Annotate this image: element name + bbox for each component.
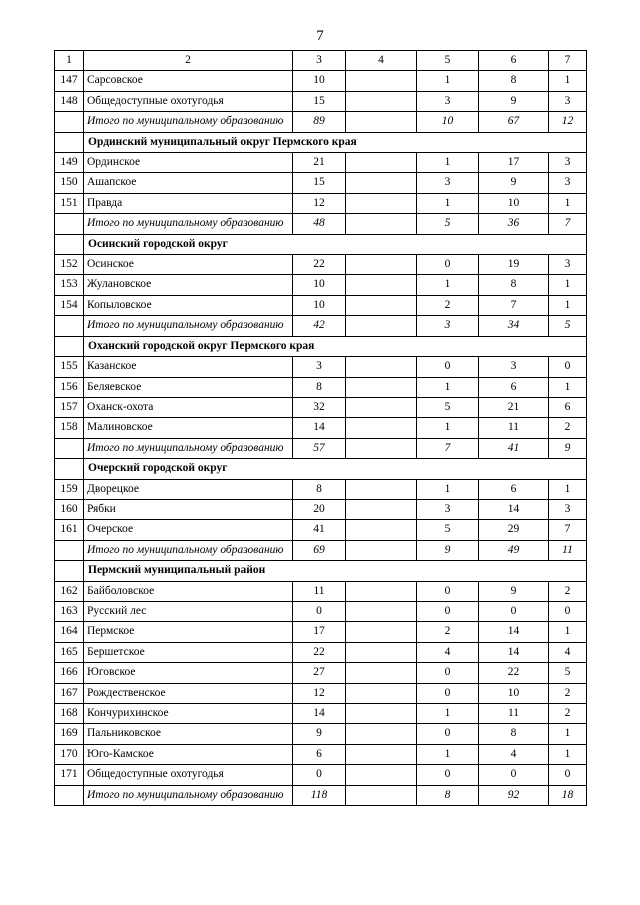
value-cell-7: 0 <box>549 765 587 785</box>
value-cell-4 <box>346 316 417 336</box>
value-cell-3: 20 <box>293 499 346 519</box>
district-name-cell: Пермское <box>84 622 293 642</box>
header-cell: 7 <box>549 51 587 71</box>
value-cell-3: 42 <box>293 316 346 336</box>
value-cell-6: 0 <box>479 765 549 785</box>
value-cell-6: 9 <box>479 91 549 111</box>
district-name-cell: Байболовское <box>84 581 293 601</box>
value-cell-7: 1 <box>549 744 587 764</box>
value-cell-3: 10 <box>293 71 346 91</box>
value-cell-6: 14 <box>479 622 549 642</box>
value-cell-6: 8 <box>479 724 549 744</box>
value-cell-7: 2 <box>549 581 587 601</box>
value-cell-7: 0 <box>549 357 587 377</box>
value-cell-3: 32 <box>293 397 346 417</box>
row-number-cell <box>55 438 84 458</box>
value-cell-7: 1 <box>549 71 587 91</box>
value-cell-4 <box>346 744 417 764</box>
value-cell-4 <box>346 397 417 417</box>
value-cell-6: 34 <box>479 316 549 336</box>
value-cell-7: 3 <box>549 499 587 519</box>
row-number-cell: 152 <box>55 255 84 275</box>
row-number-cell: 156 <box>55 377 84 397</box>
value-cell-5: 1 <box>417 704 479 724</box>
value-cell-3: 15 <box>293 91 346 111</box>
table-row <box>55 499 587 519</box>
value-cell-7: 7 <box>549 214 587 234</box>
value-cell-5: 1 <box>417 418 479 438</box>
value-cell-5: 1 <box>417 377 479 397</box>
value-cell-7: 3 <box>549 91 587 111</box>
value-cell-4 <box>346 785 417 805</box>
table-row <box>55 377 587 397</box>
district-name-cell: Пальниковское <box>84 724 293 744</box>
value-cell-5: 2 <box>417 622 479 642</box>
row-number-cell <box>55 214 84 234</box>
value-cell-3: 15 <box>293 173 346 193</box>
value-cell-4 <box>346 581 417 601</box>
value-cell-5: 0 <box>417 724 479 744</box>
row-number-cell: 147 <box>55 71 84 91</box>
row-number-cell: 163 <box>55 601 84 621</box>
district-name-cell: Русский лес <box>84 601 293 621</box>
section-title: Ординский муниципальный округ Пермского края <box>84 132 587 152</box>
row-number-cell <box>55 561 84 581</box>
table-row <box>55 765 587 785</box>
table-row <box>55 622 587 642</box>
section-row <box>55 234 587 254</box>
value-cell-4 <box>346 765 417 785</box>
value-cell-6: 11 <box>479 704 549 724</box>
table-row <box>55 255 587 275</box>
row-number-cell: 165 <box>55 642 84 662</box>
row-number-cell: 171 <box>55 765 84 785</box>
value-cell-6: 41 <box>479 438 549 458</box>
value-cell-7: 1 <box>549 275 587 295</box>
district-name-cell: Казанское <box>84 357 293 377</box>
value-cell-5: 10 <box>417 112 479 132</box>
row-number-cell: 154 <box>55 295 84 315</box>
value-cell-4 <box>346 418 417 438</box>
value-cell-3: 10 <box>293 295 346 315</box>
value-cell-3: 57 <box>293 438 346 458</box>
district-name-cell: Беляевское <box>84 377 293 397</box>
row-number-cell: 169 <box>55 724 84 744</box>
value-cell-7: 1 <box>549 295 587 315</box>
value-cell-3: 0 <box>293 765 346 785</box>
row-number-cell <box>55 234 84 254</box>
row-number-cell <box>55 336 84 356</box>
value-cell-4 <box>346 377 417 397</box>
value-cell-3: 22 <box>293 642 346 662</box>
value-cell-5: 7 <box>417 438 479 458</box>
row-number-cell <box>55 132 84 152</box>
district-name-cell: Общедоступные охотугодья <box>84 765 293 785</box>
value-cell-4 <box>346 71 417 91</box>
value-cell-4 <box>346 704 417 724</box>
table-row <box>55 704 587 724</box>
table-row <box>55 397 587 417</box>
value-cell-6: 4 <box>479 744 549 764</box>
value-cell-7: 1 <box>549 377 587 397</box>
value-cell-6: 9 <box>479 173 549 193</box>
value-cell-3: 14 <box>293 418 346 438</box>
section-row <box>55 459 587 479</box>
value-cell-6: 0 <box>479 601 549 621</box>
table-row <box>55 91 587 111</box>
row-number-cell <box>55 459 84 479</box>
row-number-cell: 161 <box>55 520 84 540</box>
total-row <box>55 540 587 560</box>
section-row <box>55 561 587 581</box>
row-number-cell: 153 <box>55 275 84 295</box>
district-name-cell: Очерское <box>84 520 293 540</box>
row-number-cell <box>55 316 84 336</box>
row-number-cell: 162 <box>55 581 84 601</box>
row-number-cell: 159 <box>55 479 84 499</box>
district-name-cell: Рябки <box>84 499 293 519</box>
value-cell-6: 21 <box>479 397 549 417</box>
value-cell-6: 29 <box>479 520 549 540</box>
value-cell-3: 69 <box>293 540 346 560</box>
value-cell-3: 22 <box>293 255 346 275</box>
value-cell-6: 14 <box>479 499 549 519</box>
row-number-cell: 170 <box>55 744 84 764</box>
table-row <box>55 642 587 662</box>
value-cell-4 <box>346 438 417 458</box>
district-name-cell: Копыловское <box>84 295 293 315</box>
value-cell-7: 5 <box>549 316 587 336</box>
value-cell-5: 8 <box>417 785 479 805</box>
value-cell-4 <box>346 683 417 703</box>
value-cell-6: 8 <box>479 71 549 91</box>
row-number-cell: 168 <box>55 704 84 724</box>
district-name-cell: Осинское <box>84 255 293 275</box>
table-row <box>55 581 587 601</box>
value-cell-7: 3 <box>549 173 587 193</box>
value-cell-6: 7 <box>479 295 549 315</box>
value-cell-6: 3 <box>479 357 549 377</box>
value-cell-4 <box>346 663 417 683</box>
district-name-cell: Общедоступные охотугодья <box>84 91 293 111</box>
value-cell-3: 0 <box>293 601 346 621</box>
value-cell-3: 89 <box>293 112 346 132</box>
district-name-cell: Итого по муниципальному образованию <box>84 112 293 132</box>
table-row <box>55 601 587 621</box>
value-cell-7: 5 <box>549 663 587 683</box>
table-row <box>55 418 587 438</box>
total-row <box>55 214 587 234</box>
value-cell-5: 5 <box>417 214 479 234</box>
value-cell-4 <box>346 173 417 193</box>
value-cell-4 <box>346 479 417 499</box>
table-row <box>55 295 587 315</box>
table-row <box>55 479 587 499</box>
value-cell-5: 1 <box>417 275 479 295</box>
row-number-cell: 160 <box>55 499 84 519</box>
row-number-cell <box>55 785 84 805</box>
header-cell: 5 <box>417 51 479 71</box>
value-cell-5: 0 <box>417 255 479 275</box>
value-cell-4 <box>346 112 417 132</box>
value-cell-5: 0 <box>417 357 479 377</box>
value-cell-7: 12 <box>549 112 587 132</box>
district-name-cell: Сарсовское <box>84 71 293 91</box>
header-cell: 4 <box>346 51 417 71</box>
total-row <box>55 316 587 336</box>
row-number-cell: 155 <box>55 357 84 377</box>
value-cell-3: 10 <box>293 275 346 295</box>
district-name-cell: Итого по муниципальному образованию <box>84 214 293 234</box>
value-cell-7: 1 <box>549 724 587 744</box>
value-cell-4 <box>346 520 417 540</box>
district-name-cell: Рождественское <box>84 683 293 703</box>
district-name-cell: Итого по муниципальному образованию <box>84 438 293 458</box>
district-name-cell: Жулановское <box>84 275 293 295</box>
value-cell-6: 49 <box>479 540 549 560</box>
row-number-cell: 158 <box>55 418 84 438</box>
value-cell-4 <box>346 193 417 213</box>
value-cell-4 <box>346 255 417 275</box>
row-number-cell <box>55 112 84 132</box>
value-cell-7: 6 <box>549 397 587 417</box>
value-cell-3: 6 <box>293 744 346 764</box>
value-cell-3: 9 <box>293 724 346 744</box>
value-cell-3: 118 <box>293 785 346 805</box>
value-cell-5: 3 <box>417 499 479 519</box>
value-cell-4 <box>346 540 417 560</box>
value-cell-3: 12 <box>293 683 346 703</box>
district-name-cell: Юговское <box>84 663 293 683</box>
value-cell-7: 4 <box>549 642 587 662</box>
district-name-cell: Малиновское <box>84 418 293 438</box>
table-row <box>55 724 587 744</box>
district-name-cell: Кончурихинское <box>84 704 293 724</box>
value-cell-7: 1 <box>549 622 587 642</box>
value-cell-6: 6 <box>479 377 549 397</box>
table-row <box>55 744 587 764</box>
value-cell-6: 8 <box>479 275 549 295</box>
header-cell: 1 <box>55 51 84 71</box>
value-cell-5: 4 <box>417 642 479 662</box>
district-name-cell: Юго-Камское <box>84 744 293 764</box>
value-cell-5: 1 <box>417 153 479 173</box>
value-cell-5: 5 <box>417 397 479 417</box>
row-number-cell: 151 <box>55 193 84 213</box>
value-cell-3: 12 <box>293 193 346 213</box>
value-cell-3: 21 <box>293 153 346 173</box>
value-cell-7: 3 <box>549 153 587 173</box>
row-number-cell: 157 <box>55 397 84 417</box>
table-row <box>55 663 587 683</box>
table-row <box>55 275 587 295</box>
row-number-cell <box>55 540 84 560</box>
table-body <box>55 51 587 806</box>
row-number-cell: 166 <box>55 663 84 683</box>
value-cell-5: 1 <box>417 71 479 91</box>
value-cell-5: 3 <box>417 316 479 336</box>
table-row <box>55 173 587 193</box>
value-cell-3: 8 <box>293 377 346 397</box>
district-name-cell: Ашапское <box>84 173 293 193</box>
value-cell-6: 9 <box>479 581 549 601</box>
header-cell: 2 <box>84 51 293 71</box>
value-cell-3: 41 <box>293 520 346 540</box>
value-cell-7: 11 <box>549 540 587 560</box>
value-cell-4 <box>346 357 417 377</box>
value-cell-5: 1 <box>417 479 479 499</box>
district-name-cell: Ординское <box>84 153 293 173</box>
value-cell-3: 8 <box>293 479 346 499</box>
value-cell-3: 27 <box>293 663 346 683</box>
value-cell-5: 2 <box>417 295 479 315</box>
row-number-cell: 149 <box>55 153 84 173</box>
value-cell-3: 14 <box>293 704 346 724</box>
section-title: Оханский городской округ Пермского края <box>84 336 587 356</box>
value-cell-7: 18 <box>549 785 587 805</box>
district-name-cell: Дворецкое <box>84 479 293 499</box>
value-cell-5: 0 <box>417 683 479 703</box>
total-row <box>55 785 587 805</box>
value-cell-3: 48 <box>293 214 346 234</box>
value-cell-5: 5 <box>417 520 479 540</box>
section-row <box>55 132 587 152</box>
value-cell-6: 22 <box>479 663 549 683</box>
value-cell-6: 36 <box>479 214 549 234</box>
value-cell-5: 9 <box>417 540 479 560</box>
district-name-cell: Оханск-охота <box>84 397 293 417</box>
value-cell-6: 17 <box>479 153 549 173</box>
row-number-cell: 148 <box>55 91 84 111</box>
value-cell-7: 0 <box>549 601 587 621</box>
value-cell-5: 1 <box>417 193 479 213</box>
value-cell-5: 0 <box>417 601 479 621</box>
value-cell-5: 0 <box>417 765 479 785</box>
value-cell-6: 6 <box>479 479 549 499</box>
section-title: Пермский муниципальный район <box>84 561 587 581</box>
row-number-cell: 164 <box>55 622 84 642</box>
value-cell-4 <box>346 622 417 642</box>
header-cell: 3 <box>293 51 346 71</box>
value-cell-6: 67 <box>479 112 549 132</box>
header-cell: 6 <box>479 51 549 71</box>
table-row <box>55 683 587 703</box>
value-cell-3: 3 <box>293 357 346 377</box>
section-title: Осинский городской округ <box>84 234 587 254</box>
value-cell-5: 0 <box>417 663 479 683</box>
value-cell-4 <box>346 642 417 662</box>
header-row <box>55 51 587 71</box>
value-cell-4 <box>346 214 417 234</box>
value-cell-6: 10 <box>479 193 549 213</box>
total-row <box>55 438 587 458</box>
value-cell-7: 2 <box>549 683 587 703</box>
table-row <box>55 357 587 377</box>
value-cell-7: 1 <box>549 479 587 499</box>
value-cell-5: 1 <box>417 744 479 764</box>
value-cell-5: 3 <box>417 173 479 193</box>
value-cell-7: 3 <box>549 255 587 275</box>
value-cell-4 <box>346 724 417 744</box>
table-row <box>55 153 587 173</box>
value-cell-6: 19 <box>479 255 549 275</box>
value-cell-4 <box>346 601 417 621</box>
value-cell-4 <box>346 295 417 315</box>
value-cell-6: 92 <box>479 785 549 805</box>
section-title: Очерский городской округ <box>84 459 587 479</box>
value-cell-4 <box>346 153 417 173</box>
value-cell-3: 17 <box>293 622 346 642</box>
district-name-cell: Итого по муниципальному образованию <box>84 785 293 805</box>
value-cell-7: 2 <box>549 704 587 724</box>
value-cell-6: 14 <box>479 642 549 662</box>
section-row <box>55 336 587 356</box>
row-number-cell: 150 <box>55 173 84 193</box>
value-cell-4 <box>346 91 417 111</box>
table-row <box>55 520 587 540</box>
value-cell-7: 1 <box>549 193 587 213</box>
value-cell-4 <box>346 499 417 519</box>
value-cell-7: 2 <box>549 418 587 438</box>
total-row <box>55 112 587 132</box>
value-cell-7: 9 <box>549 438 587 458</box>
table-row <box>55 71 587 91</box>
value-cell-4 <box>346 275 417 295</box>
row-number-cell: 167 <box>55 683 84 703</box>
district-name-cell: Бершетское <box>84 642 293 662</box>
district-name-cell: Правда <box>84 193 293 213</box>
value-cell-5: 0 <box>417 581 479 601</box>
value-cell-7: 7 <box>549 520 587 540</box>
value-cell-5: 3 <box>417 91 479 111</box>
page-number: 7 <box>316 28 324 44</box>
district-name-cell: Итого по муниципальному образованию <box>84 540 293 560</box>
value-cell-3: 11 <box>293 581 346 601</box>
district-name-cell: Итого по муниципальному образованию <box>84 316 293 336</box>
value-cell-6: 10 <box>479 683 549 703</box>
hunting-quota-table <box>54 50 587 806</box>
table-row <box>55 193 587 213</box>
value-cell-6: 11 <box>479 418 549 438</box>
